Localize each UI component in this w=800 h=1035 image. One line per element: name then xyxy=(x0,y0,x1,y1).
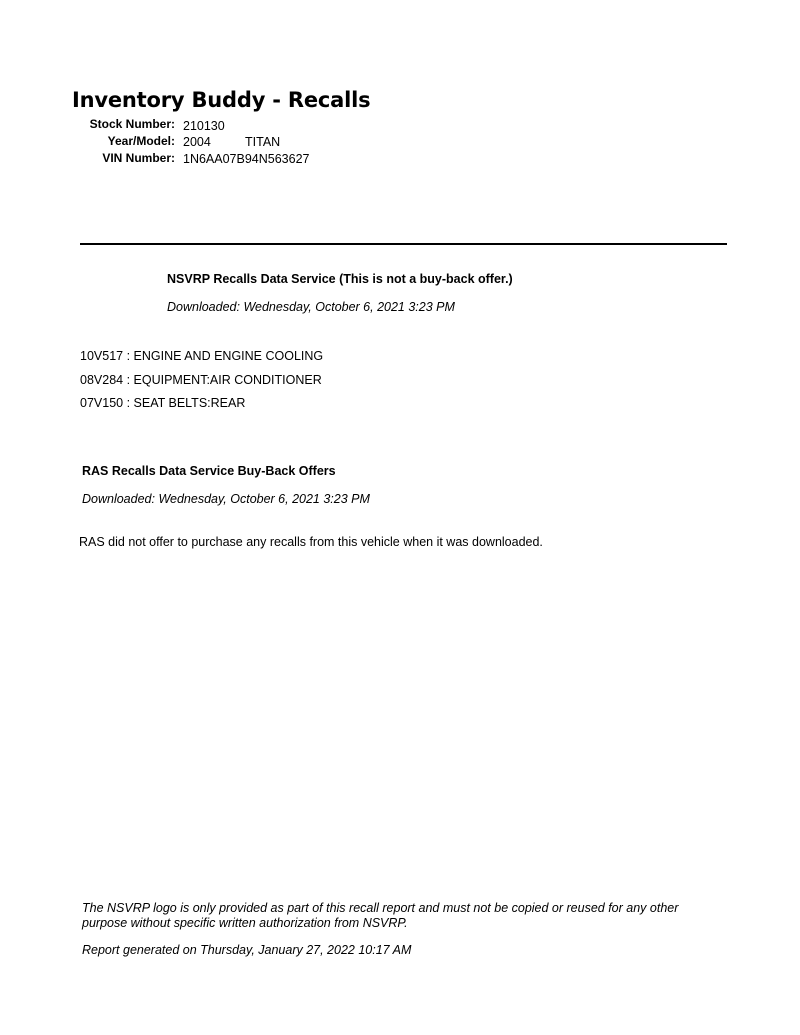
nsvrp-downloaded: Downloaded: Wednesday, October 6, 2021 3:23 PM xyxy=(167,300,455,314)
stock-number-value: 210130 xyxy=(183,119,225,133)
recall-item: 07V150 : SEAT BELTS:REAR xyxy=(80,396,246,410)
stock-number-label: Stock Number: xyxy=(89,117,175,131)
report-generated: Report generated on Thursday, January 27, 2022 10:17 AM xyxy=(82,943,412,957)
nsvrp-section-title: NSVRP Recalls Data Service (This is not a buy-back offer.) xyxy=(167,272,513,286)
recall-item: 08V284 : EQUIPMENT:AIR CONDITIONER xyxy=(80,373,322,387)
horizontal-divider xyxy=(80,243,727,245)
recall-item: 10V517 : ENGINE AND ENGINE COOLING xyxy=(80,349,324,363)
ras-downloaded: Downloaded: Wednesday, October 6, 2021 3:23 PM xyxy=(82,492,370,506)
model-value: TITAN xyxy=(245,135,281,149)
year-model-label: Year/Model: xyxy=(107,134,175,148)
vin-number-value: 1N6AA07B94N563627 xyxy=(183,152,310,166)
ras-message: RAS did not offer to purchase any recalls from this vehicle when it was downloaded. xyxy=(79,535,543,549)
ras-section-title: RAS Recalls Data Service Buy-Back Offers xyxy=(82,464,336,478)
vin-number-label: VIN Number: xyxy=(102,151,175,165)
logo-notice: The NSVRP logo is only provided as part of this recall report and must not be copied or reused for any other purpose without specific written authorization from NSVRP. xyxy=(82,901,679,930)
page-title: Inventory Buddy - Recalls xyxy=(72,88,371,112)
year-value: 2004 xyxy=(183,135,211,149)
